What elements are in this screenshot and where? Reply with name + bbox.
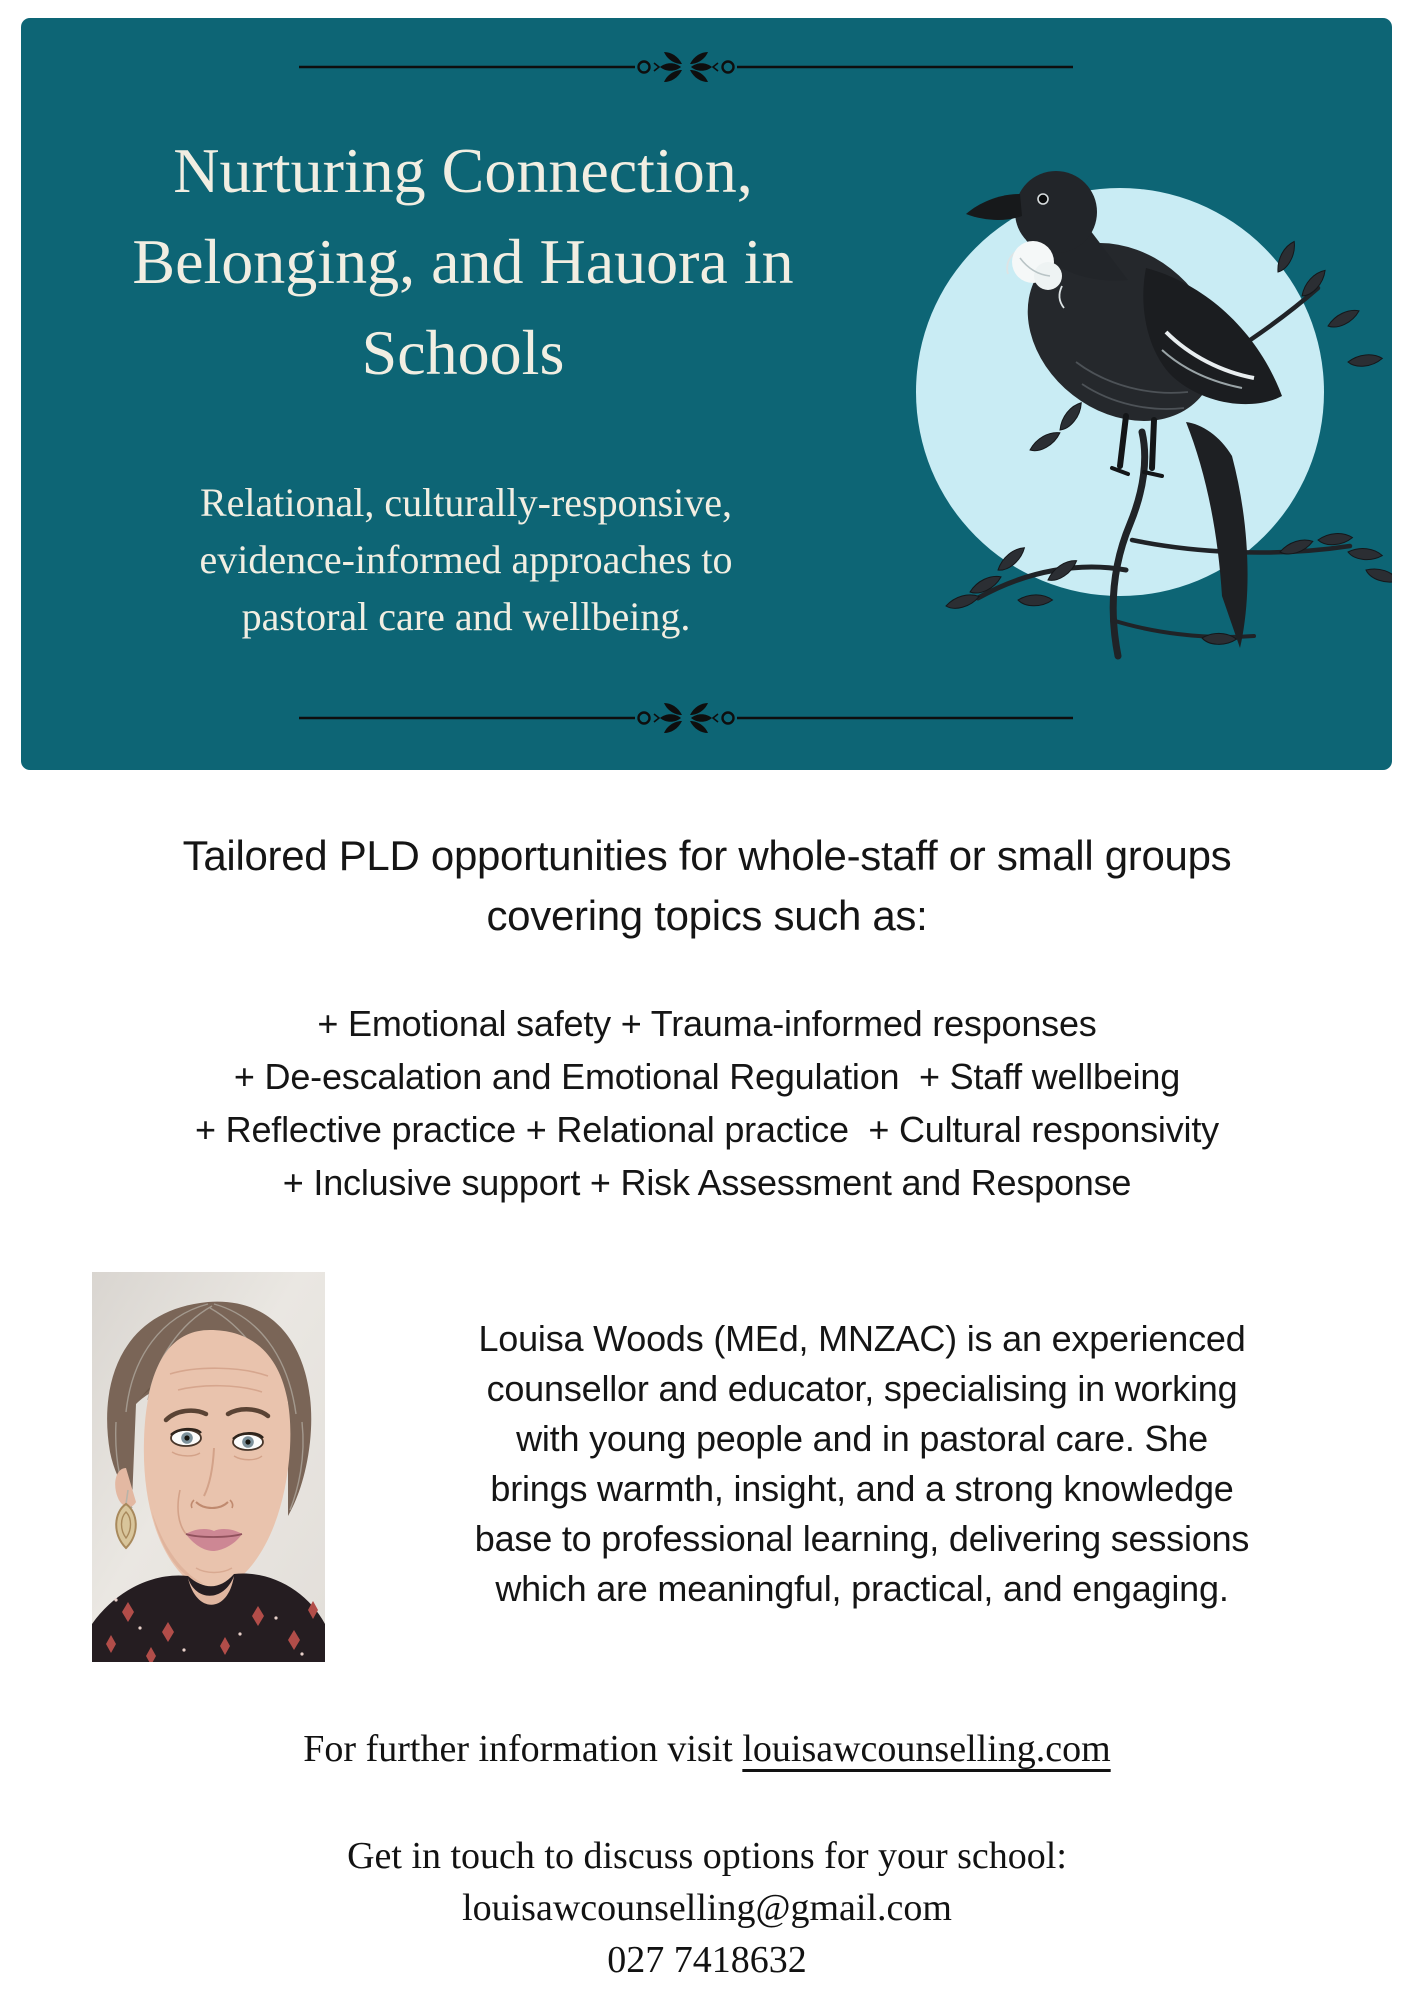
ornamental-divider-bottom-icon bbox=[297, 702, 1075, 734]
heading-line: Tailored PLD opportunities for whole-staff or small groups bbox=[182, 832, 1232, 879]
topic-line: + Inclusive support + Risk Assessment and Response bbox=[282, 1162, 1132, 1203]
website-link[interactable]: louisawcounselling.com bbox=[742, 1728, 1111, 1770]
topic-line: + Emotional safety + Trauma-informed responses bbox=[317, 1003, 1097, 1044]
subtitle-line: pastoral care and wellbeing. bbox=[241, 594, 691, 639]
bio-line: Louisa Woods (MEd, MNZAC) is an experienced bbox=[478, 1318, 1246, 1359]
topic-line: + Reflective practice + Relational practice + Cultural responsivity bbox=[195, 1109, 1219, 1150]
bio-line: which are meaningful, practical, and engaging. bbox=[495, 1568, 1229, 1609]
page-subtitle bbox=[21, 474, 911, 645]
page-title bbox=[21, 125, 905, 398]
title-line: Belonging, and Hauora in bbox=[132, 226, 794, 297]
topic-line: + De-escalation and Emotional Regulation + Staff wellbeing bbox=[233, 1056, 1181, 1097]
info-prefix: For further information visit bbox=[303, 1728, 743, 1770]
bio-line: with young people and in pastoral care. She bbox=[516, 1418, 1208, 1459]
heading-line: covering topics such as: bbox=[486, 892, 928, 939]
title-line: Nurturing Connection, bbox=[173, 135, 753, 206]
subtitle-line: evidence-informed approaches to bbox=[199, 537, 733, 582]
topics-list bbox=[0, 997, 1414, 1209]
pld-heading bbox=[0, 826, 1414, 946]
tui-bird-illustration bbox=[850, 100, 1392, 660]
bio-line: base to professional learning, delivering sessions bbox=[474, 1518, 1250, 1559]
contact-heading: Get in touch to discuss options for your school: bbox=[347, 1835, 1067, 1877]
title-line: Schools bbox=[361, 317, 565, 388]
bio-text bbox=[390, 1314, 1334, 1614]
contact-phone: 027 7418632 bbox=[607, 1939, 807, 1981]
ornamental-divider-top-icon bbox=[297, 51, 1075, 83]
contact-block bbox=[0, 1830, 1414, 1986]
bio-line: counsellor and educator, specialising in working bbox=[486, 1368, 1238, 1409]
subtitle-line: Relational, culturally-responsive, bbox=[199, 480, 733, 525]
hero-banner bbox=[21, 18, 1392, 770]
further-information-line bbox=[0, 1727, 1414, 1771]
contact-email: louisawcounselling@gmail.com bbox=[462, 1887, 952, 1929]
bio-line: brings warmth, insight, and a strong knowledge bbox=[490, 1468, 1234, 1509]
louisa-woods-photo bbox=[92, 1272, 325, 1662]
